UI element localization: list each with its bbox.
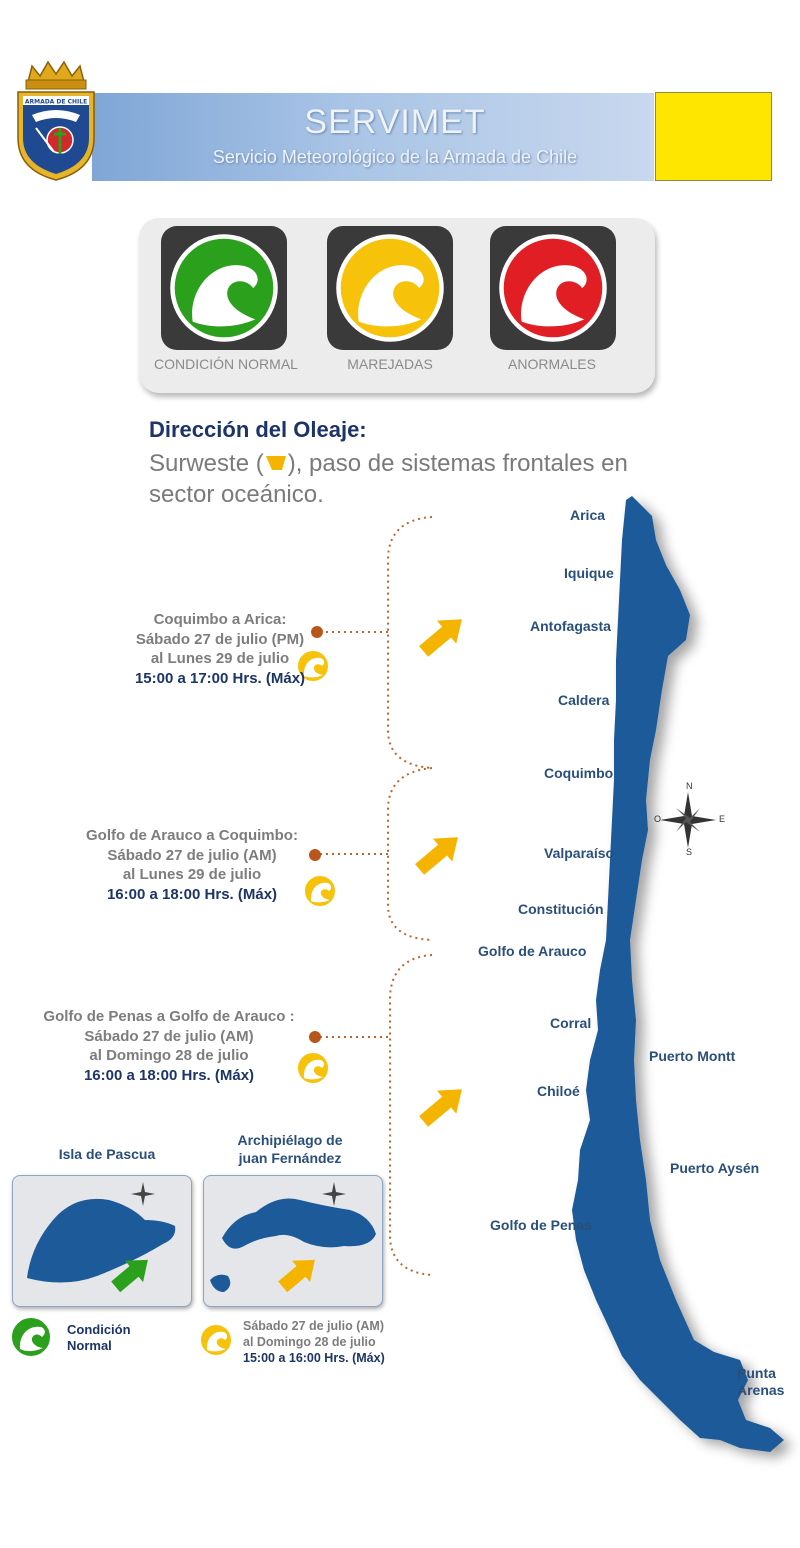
city-label: Iquique: [564, 565, 614, 581]
island-hours: 15:00 a 16:00 Hrs. (Máx): [243, 1351, 385, 1365]
island-title-pascua: Isla de Pascua: [58, 1146, 156, 1162]
island-title-juan-fernandez: [200, 1131, 380, 1167]
zone-marker: [309, 849, 321, 861]
zone-from: Sábado 27 de julio (AM): [107, 846, 277, 864]
zone-hours: 16:00 a 18:00 Hrs. (Máx): [106, 885, 278, 903]
city-label: Valparaíso: [544, 845, 615, 861]
zone-marker: [309, 1031, 321, 1043]
zone-name: Golfo de Penas a Golfo de Arauco :: [43, 1008, 295, 1025]
legend-label-marejadas: MAREJADAS: [347, 356, 433, 372]
island-status-normal: [67, 1322, 131, 1354]
city-label: Caldera: [558, 692, 610, 708]
header-title: SERVIMET: [304, 103, 486, 141]
arrow-icon: [414, 1078, 472, 1133]
island-status-line: Condición: [67, 1322, 131, 1337]
compass-south: S: [686, 847, 693, 857]
compass-icon: [660, 792, 716, 848]
island-title-line: Archipiélago de: [237, 1132, 343, 1148]
city-label: Golfo de Arauco: [478, 943, 587, 959]
compass-east: E: [719, 814, 726, 824]
legend-label-normal: CONDICIÓN NORMAL: [154, 356, 298, 372]
zone-marker: [311, 626, 323, 638]
legend-label-anormales: ANORMALES: [508, 356, 596, 372]
city-label: Arica: [570, 507, 606, 523]
compass-icon: [131, 1182, 155, 1206]
island-map-juan-fernandez: [203, 1175, 383, 1307]
city-label: Coquimbo: [544, 765, 614, 781]
compass-icon: [322, 1182, 346, 1206]
wave-icon: [200, 1324, 232, 1356]
svg-text:ARMADA DE CHILE: ARMADA DE CHILE: [24, 98, 88, 106]
arrow-icon: [410, 826, 468, 881]
zone-hours: 16:00 a 18:00 Hrs. (Máx): [83, 1066, 255, 1084]
chile-mainland-shape: [572, 496, 784, 1452]
island-status-line: Normal: [67, 1338, 112, 1353]
city-label: Corral: [550, 1015, 592, 1031]
zone-from: Sábado 27 de julio (PM): [135, 630, 305, 648]
island-map: [13, 1176, 191, 1306]
city-label: Chiloé: [537, 1083, 580, 1099]
wave-icon: [11, 1317, 51, 1357]
zone-coquimbo-arica: [90, 610, 350, 688]
city-label: Puerto Aysén: [670, 1160, 760, 1176]
island-status-juan-fernandez: [243, 1318, 385, 1366]
zone-arauco-coquimbo: [62, 826, 322, 904]
direction-title: Dirección del Oleaje:: [149, 417, 367, 442]
zone-penas-arauco: [34, 1007, 304, 1085]
arrow-icon: [414, 608, 472, 663]
zone-to: al Domingo 28 de julio: [89, 1047, 249, 1064]
zone-to: al Lunes 29 de julio: [150, 650, 290, 667]
direction-text-pre: Surweste (: [149, 450, 264, 477]
zone-hours: 15:00 a 17:00 Hrs. (Máx): [134, 669, 306, 687]
city-label: Constitución: [518, 901, 604, 917]
direction-text-post: ), paso de sistemas frontales en sector oceánico.: [149, 450, 628, 508]
city-label: Punta Arenas: [737, 1365, 785, 1398]
zone-name: Coquimbo a Arica:: [153, 611, 287, 628]
zone-from: Sábado 27 de julio (AM): [84, 1027, 254, 1045]
island-to: al Domingo 28 de julio: [243, 1335, 376, 1349]
city-label: Golfo de Penas: [490, 1217, 592, 1233]
compass-west: O: [654, 814, 662, 824]
city-label: Antofagasta: [530, 618, 611, 634]
city-label: Puerto Montt: [649, 1048, 736, 1064]
zone-to: al Lunes 29 de julio: [122, 866, 262, 883]
island-title-line: juan Fernández: [238, 1150, 342, 1166]
zone-name: Golfo de Arauco a Coquimbo:: [86, 827, 298, 844]
arrow-icon: [274, 1249, 324, 1297]
header-subtitle: Servicio Meteorológico de la Armada de Chile: [212, 147, 578, 167]
island-from: Sábado 27 de julio (AM): [243, 1319, 384, 1333]
island-map: [204, 1176, 382, 1306]
wave-direction-arrows: [410, 608, 472, 1133]
compass-north: N: [686, 781, 693, 791]
island-map-pascua: [12, 1175, 192, 1307]
